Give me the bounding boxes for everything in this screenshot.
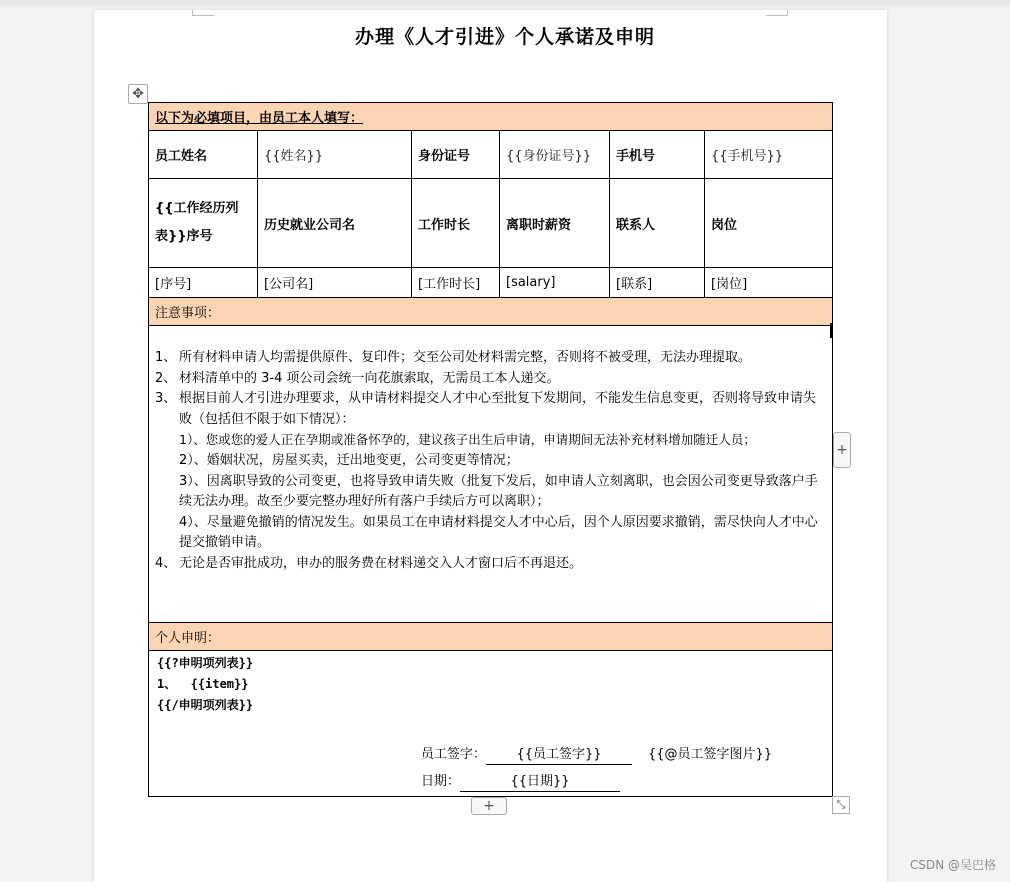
- note-number: 4、: [155, 555, 177, 571]
- margin-marker-left: [192, 10, 214, 16]
- note-item: [155, 348, 826, 369]
- note-subitem: 4）、尽量避免撤销的情况发生。如果员工在申请材料提交人才中心后，因个人原因要求撤销，需尽快向人才中心提交撤销申请。: [179, 514, 818, 551]
- declaration-section-header: 个人申明：: [149, 623, 833, 651]
- history-header-index: {{工作经历列表}}序号: [149, 179, 258, 268]
- signature-row: [421, 741, 772, 768]
- note-number: 1、: [155, 350, 177, 365]
- note-item: [155, 554, 826, 575]
- employee-name-value[interactable]: {{姓名}}: [258, 131, 412, 179]
- history-header-duration: 工作时长: [412, 179, 500, 268]
- required-section-header: 以下为必填项目，由员工本人填写：: [149, 103, 833, 131]
- history-header-salary: 离职时薪资: [500, 179, 610, 268]
- history-header-contact: 联系人: [610, 179, 705, 268]
- signature-area: [421, 741, 772, 795]
- signature-image-field[interactable]: {{@员工签字图片}}: [648, 747, 773, 762]
- form-table: [148, 102, 833, 797]
- watermark: CSDN @吴巴格: [909, 858, 996, 872]
- phone-label: 手机号: [610, 131, 705, 179]
- note-item: [155, 369, 826, 390]
- note-subitem: 1）、您或您的爱人正在孕期或准备怀孕的，建议孩子出生后申请，申请期间无法补充材料增加随迁人员；: [179, 432, 756, 448]
- notes-content[interactable]: [149, 326, 833, 623]
- note-text: 所有材料申请人均需提供原件、复印件；交至公司处材料需完整，否则将不被受理，无法办理提取。: [179, 350, 752, 365]
- signature-field[interactable]: {{员工签字}}: [486, 746, 632, 765]
- id-number-value[interactable]: {{身份证号}}: [500, 131, 610, 179]
- date-row: [421, 768, 772, 795]
- signature-label: 员工签字：: [421, 747, 487, 762]
- table-resize-icon[interactable]: ⤡: [832, 796, 850, 814]
- history-header-company: 历史就业公司名: [258, 179, 412, 268]
- toolbar-strip: [0, 0, 1010, 6]
- margin-marker-right: [766, 10, 788, 16]
- history-cell-position[interactable]: [岗位]: [705, 268, 833, 298]
- declaration-item: 1、 {{item}}: [157, 677, 249, 691]
- note-text: 无论是否审批成功，申办的服务费在材料递交入人才窗口后不再退还。: [179, 555, 583, 571]
- history-cell-contact[interactable]: [联系]: [610, 268, 705, 298]
- id-number-label: 身份证号: [412, 131, 500, 179]
- document-title: 办理《人才引进》个人承诺及申明: [354, 26, 655, 48]
- history-cell-company[interactable]: [公司名]: [258, 268, 412, 298]
- history-cell-index[interactable]: [序号]: [149, 268, 258, 298]
- note-text: 材料清单中的 3-4 项公司会统一向花旗索取，无需员工本人递交。: [179, 370, 560, 386]
- note-subitem: 2）、婚姻状况，房屋买卖，迁出地变更，公司变更等情况；: [179, 452, 519, 468]
- note-number: 3、: [155, 391, 177, 407]
- add-column-button[interactable]: +: [833, 432, 851, 468]
- declaration-loop-end: {{/申明项列表}}: [157, 698, 254, 712]
- table-move-handle-icon[interactable]: ✥: [128, 84, 148, 104]
- declaration-loop-start: {{?申明项列表}}: [157, 656, 254, 670]
- declaration-content[interactable]: [149, 651, 833, 797]
- note-subitem: 3）、因离职导致的公司变更，也将导致申请失败（批复下发后，如申请人立刻离职，也会因公司变更导致落户手续无法办理。故至少要完整办理好所有落户手续后方可以离职）；: [179, 473, 818, 510]
- history-cell-salary[interactable]: [salary]: [500, 268, 610, 298]
- notes-section-header: 注意事项：: [149, 298, 833, 326]
- note-text: 根据目前人才引进办理要求，从申请材料提交人才中心至批复下发期间，不能发生信息变更，否则将导致申请失败（包括但不限于如下情况）：: [179, 391, 817, 427]
- phone-value[interactable]: {{手机号}}: [705, 131, 833, 179]
- date-label: 日期：: [421, 774, 461, 789]
- employee-name-label: 员工姓名: [149, 131, 258, 179]
- note-number: 2、: [155, 370, 177, 386]
- add-row-button[interactable]: +: [471, 797, 507, 815]
- date-field[interactable]: {{日期}}: [460, 773, 620, 792]
- text-cursor: [830, 323, 832, 338]
- history-cell-duration[interactable]: [工作时长]: [412, 268, 500, 298]
- note-item: [155, 389, 826, 430]
- history-header-position: 岗位: [705, 179, 833, 268]
